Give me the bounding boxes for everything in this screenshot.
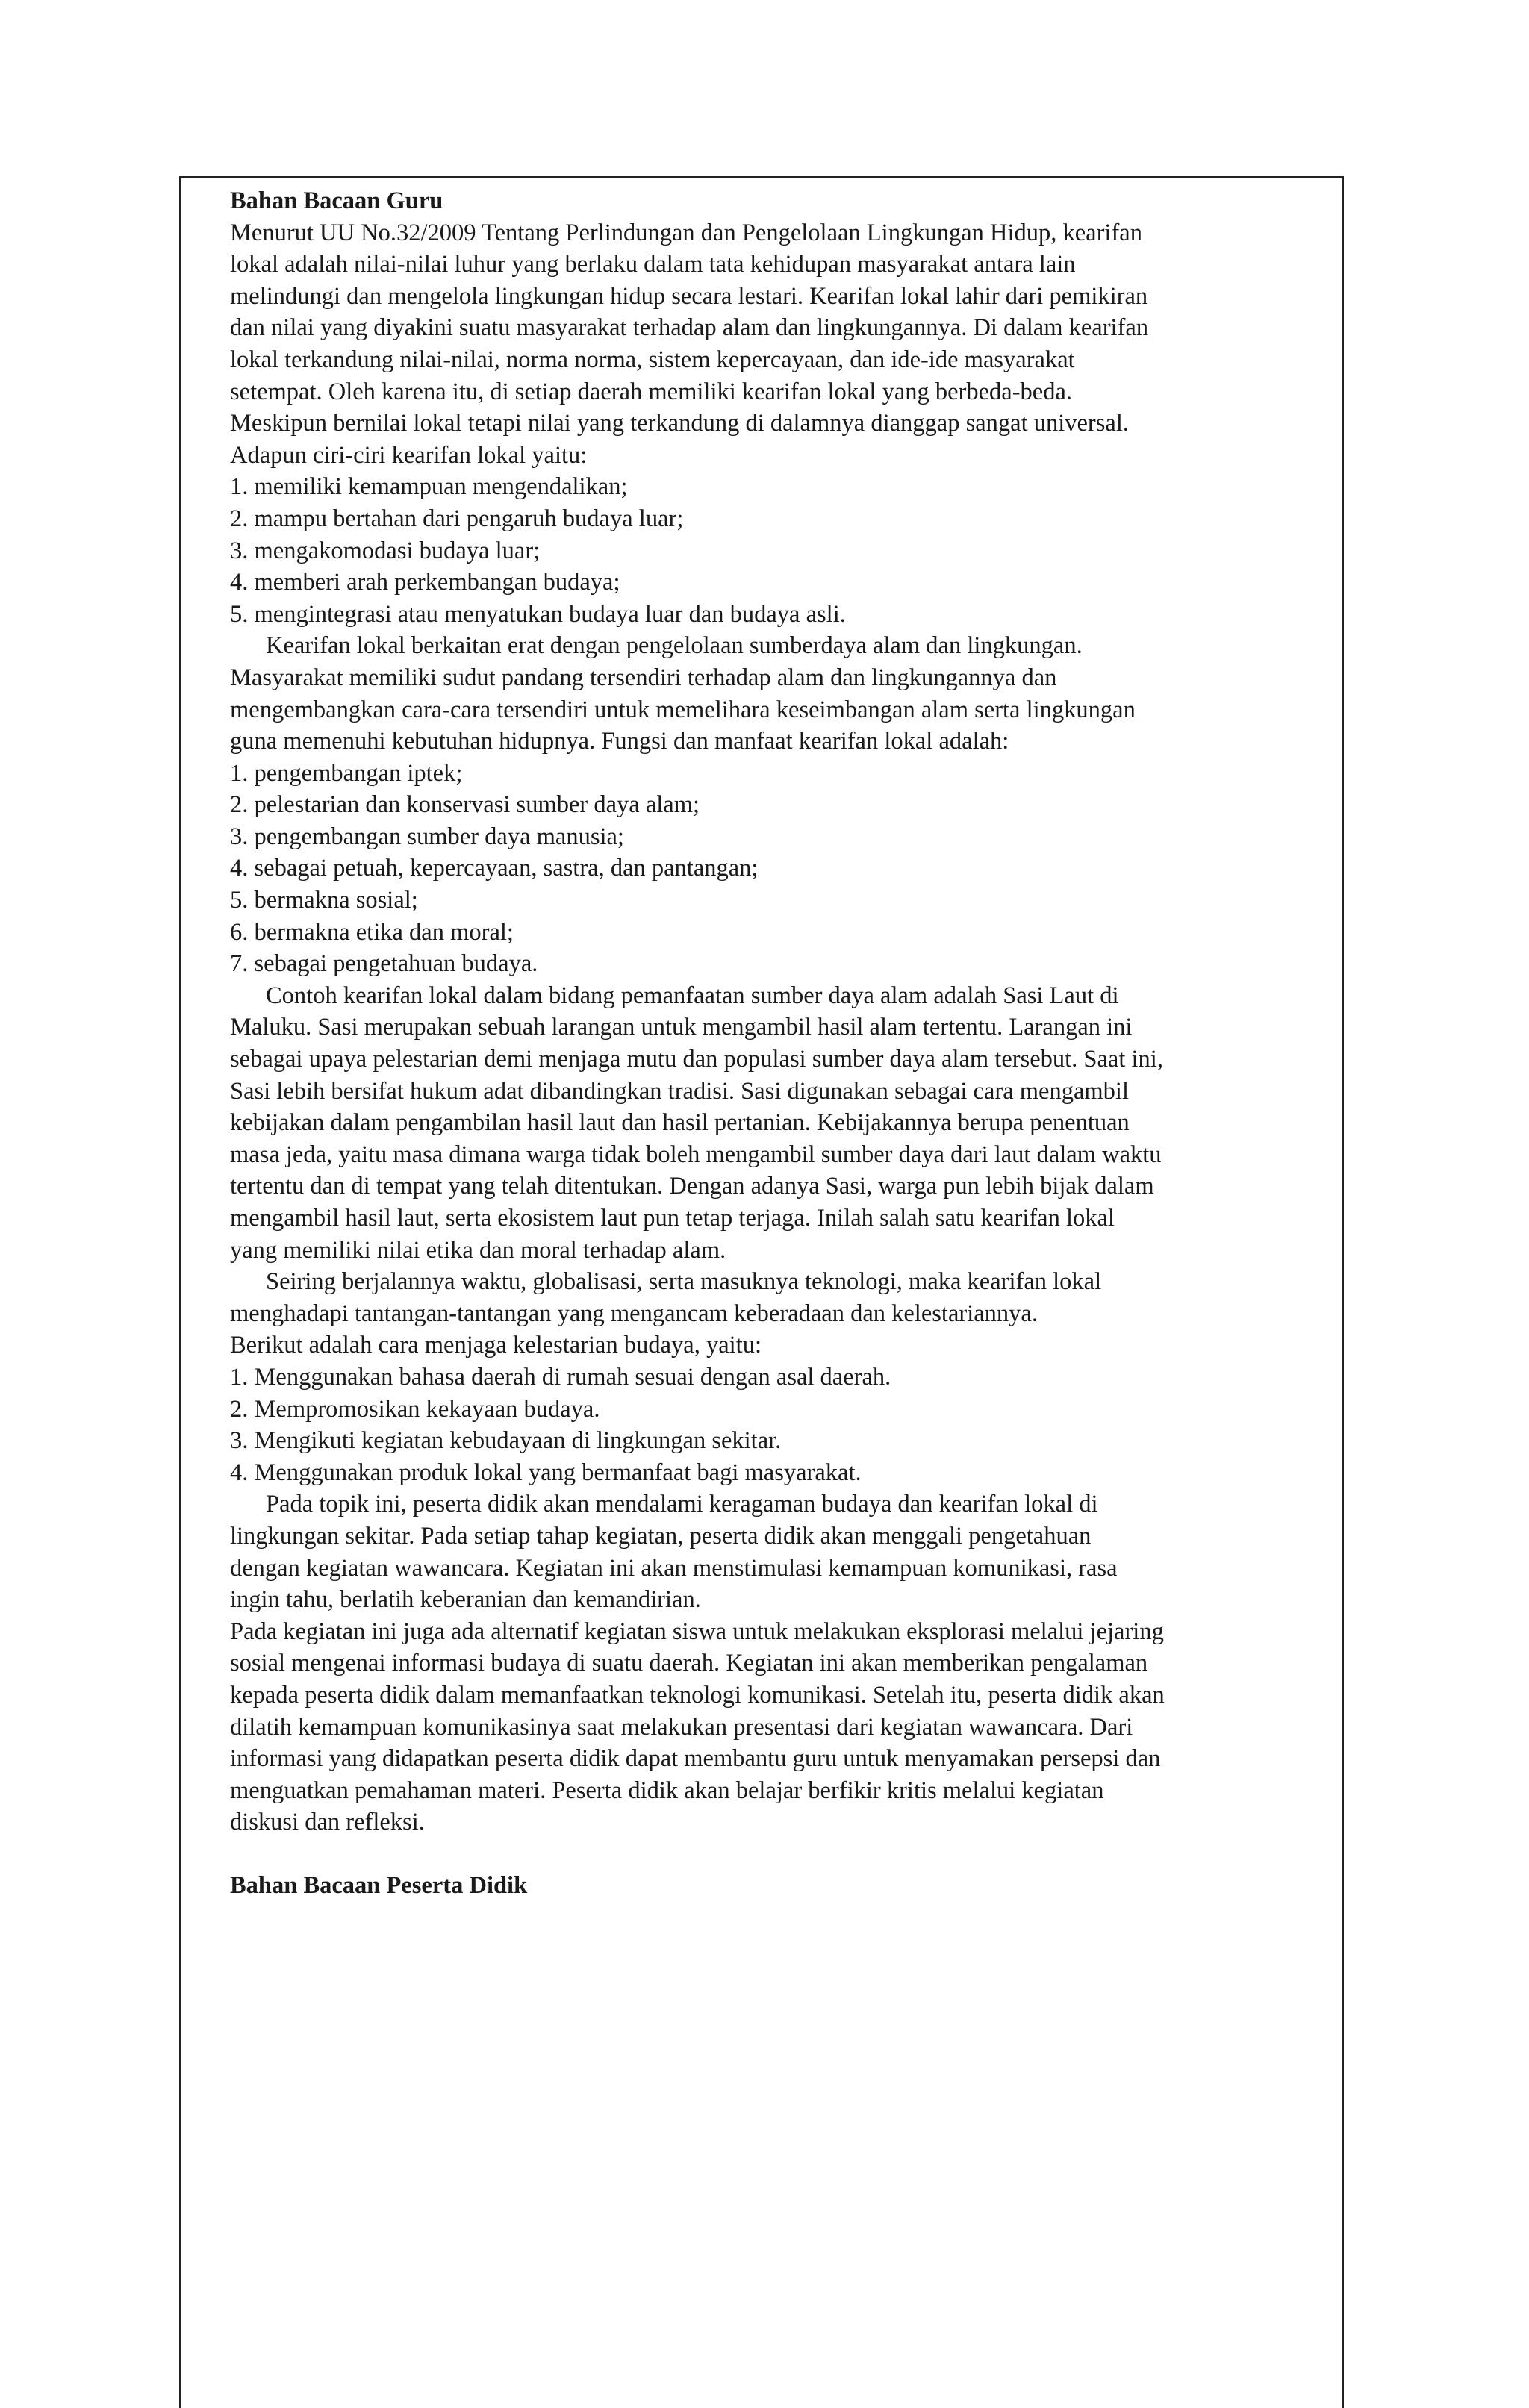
text-line: 7. sebagai pengetahuan budaya.	[230, 950, 538, 978]
text-line: sosial mengenai informasi budaya di suatu daerah. Kegiatan ini akan memberikan pengalaman	[230, 1650, 1148, 1677]
text-line: menguatkan pemahaman materi. Peserta didik akan belajar berfikir kritis melalui kegiatan	[230, 1777, 1104, 1804]
text-line: Contoh kearifan lokal dalam bidang pemanfaatan sumber daya alam adalah Sasi Laut di	[266, 982, 1119, 1009]
text-line: lokal adalah nilai-nilai luhur yang berlaku dalam tata kehidupan masyarakat antara lain	[230, 251, 1076, 278]
text-line: guna memenuhi kebutuhan hidupnya. Fungsi dan manfaat kearifan lokal adalah:	[230, 728, 1009, 755]
text-line: Pada topik ini, peserta didik akan mendalami keragaman budaya dan kearifan lokal di	[266, 1491, 1098, 1518]
text-line: ingin tahu, berlatih keberanian dan kemandirian.	[230, 1586, 701, 1614]
text-line: 1. Menggunakan bahasa daerah di rumah sesuai dengan asal daerah.	[230, 1363, 891, 1391]
text-line: dengan kegiatan wawancara. Kegiatan ini akan menstimulasi kemampuan komunikasi, rasa	[230, 1554, 1118, 1582]
heading-bahan-bacaan-peserta-didik: Bahan Bacaan Peserta Didik	[230, 1872, 528, 1900]
text-line: 1. pengembangan iptek;	[230, 759, 463, 787]
text-line: lingkungan sekitar. Pada setiap tahap kegiatan, peserta didik akan menggali pengetahuan	[230, 1522, 1092, 1550]
text-line: Kearifan lokal berkaitan erat dengan pengelolaan sumberdaya alam dan lingkungan.	[266, 632, 1083, 660]
text-line: dan nilai yang diyakini suatu masyarakat terhadap alam dan lingkungannya. Di dalam kearifan	[230, 314, 1149, 342]
text-line: yang memiliki nilai etika dan moral terhadap alam.	[230, 1236, 726, 1264]
text-line: melindungi dan mengelola lingkungan hidup secara lestari. Kearifan lokal lahir dari pemikiran	[230, 282, 1148, 310]
text-line: 3. pengembangan sumber daya manusia;	[230, 823, 624, 850]
body-text	[230, 217, 1305, 1838]
text-line: informasi yang didapatkan peserta didik dapat membantu guru untuk menyamakan persepsi dan	[230, 1745, 1161, 1773]
text-line: Masyarakat memiliki sudut pandang tersendiri terhadap alam dan lingkungannya dan	[230, 664, 1057, 691]
text-line: sebagai upaya pelestarian demi menjaga mutu dan populasi sumber daya alam tersebut. Saat ini,	[230, 1046, 1163, 1073]
text-line: Adapun ciri-ciri kearifan lokal yaitu:	[230, 441, 588, 469]
text-line: 4. memberi arah perkembangan budaya;	[230, 569, 620, 596]
text-line: Sasi lebih bersifat hukum adat dibandingkan tradisi. Sasi digunakan sebagai cara mengambil	[230, 1077, 1129, 1105]
text-line: 6. bermakna etika dan moral;	[230, 918, 514, 946]
text-line: setempat. Oleh karena itu, di setiap daerah memiliki kearifan lokal yang berbeda-beda.	[230, 378, 1073, 405]
text-line: diskusi dan refleksi.	[230, 1809, 425, 1836]
text-line: kebijakan dalam pengambilan hasil laut dan hasil pertanian. Kebijakannya berupa penentuan	[230, 1109, 1130, 1137]
text-line: masa jeda, yaitu masa dimana warga tidak boleh mengambil sumber daya dari laut dalam waktu	[230, 1141, 1162, 1168]
document-body	[230, 185, 1305, 1902]
text-line: menghadapi tantangan-tantangan yang mengancam keberadaan dan kelestariannya.	[230, 1300, 1038, 1327]
text-line: 4. sebagai petuah, kepercayaan, sastra, dan pantangan;	[230, 855, 759, 882]
text-line: Menurut UU No.32/2009 Tentang Perlindungan dan Pengelolaan Lingkungan Hidup, kearifan	[230, 219, 1142, 246]
text-line: Meskipun bernilai lokal tetapi nilai yang terkandung di dalamnya dianggap sangat universal.	[230, 410, 1129, 437]
text-line: 3. mengakomodasi budaya luar;	[230, 537, 541, 564]
text-line: mengembangkan cara-cara tersendiri untuk memelihara keseimbangan alam serta lingkungan	[230, 696, 1136, 723]
text-line: dilatih kemampuan komunikasinya saat melakukan presentasi dari kegiatan wawancara. Dari	[230, 1713, 1133, 1741]
text-line: 4. Menggunakan produk lokal yang bermanfaat bagi masyarakat.	[230, 1459, 862, 1486]
text-line: mengambil hasil laut, serta ekosistem laut pun tetap terjaga. Inilah salah satu kearifan lokal	[230, 1205, 1115, 1232]
text-line: Seiring berjalannya waktu, globalisasi, serta masuknya teknologi, maka kearifan lokal	[266, 1268, 1102, 1296]
heading-bahan-bacaan-guru: Bahan Bacaan Guru	[230, 187, 443, 214]
text-line: 3. Mengikuti kegiatan kebudayaan di lingkungan sekitar.	[230, 1427, 782, 1455]
text-line: tertentu dan di tempat yang telah ditentukan. Dengan adanya Sasi, warga pun lebih bijak dalam	[230, 1173, 1154, 1200]
text-line: Pada kegiatan ini juga ada alternatif kegiatan siswa untuk melakukan eksplorasi melalui jejaring	[230, 1618, 1164, 1645]
text-line: 5. mengintegrasi atau menyatukan budaya luar dan budaya asli.	[230, 600, 846, 628]
text-line: lokal terkandung nilai-nilai, norma norma, sistem kepercayaan, dan ide-ide masyarakat	[230, 346, 1075, 373]
spacer	[230, 1838, 1305, 1871]
text-line: 2. mampu bertahan dari pengaruh budaya luar;	[230, 505, 684, 532]
text-line: 5. bermakna sosial;	[230, 887, 418, 914]
text-line: kepada peserta didik dalam memanfaatkan teknologi komunikasi. Setelah itu, peserta didik akan	[230, 1681, 1165, 1709]
text-line: Maluku. Sasi merupakan sebuah larangan untuk mengambil hasil alam tertentu. Larangan ini	[230, 1014, 1133, 1041]
text-line: 2. Mempromosikan kekayaan budaya.	[230, 1395, 600, 1423]
text-line: 1. memiliki kemampuan mengendalikan;	[230, 473, 628, 501]
text-line: Berikut adalah cara menjaga kelestarian budaya, yaitu:	[230, 1332, 762, 1359]
text-line: 2. pelestarian dan konservasi sumber daya alam;	[230, 791, 700, 819]
